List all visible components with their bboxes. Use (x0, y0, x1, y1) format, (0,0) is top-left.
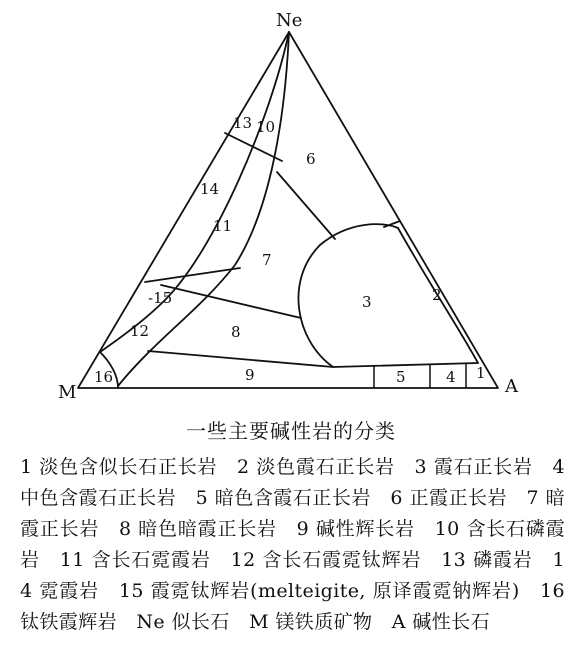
region-label-15: -15 (148, 289, 173, 307)
region-label-13: 13 (233, 114, 253, 132)
boundary-7-8 (161, 285, 301, 318)
region-label-11: 11 (213, 217, 233, 235)
region-label-2: 2 (432, 286, 442, 304)
vertex-m-label: M (58, 382, 77, 403)
boundary-8-9 (148, 351, 333, 367)
boundary-13-14 (225, 133, 282, 161)
vertex-ne-label: Ne (276, 10, 303, 31)
vertex-a-label: A (505, 376, 518, 397)
region-label-3: 3 (362, 293, 372, 311)
figure-caption: 一些主要碱性岩的分类 (186, 419, 396, 443)
region-label-8: 8 (231, 323, 241, 341)
boundary-6-7 (277, 172, 335, 239)
region-label-1: 1 (476, 364, 486, 382)
region-label-14: 14 (200, 180, 220, 198)
region-label-6: 6 (306, 150, 316, 168)
legend-text: 1 淡色含似长石正长岩 2 淡色霞石正长岩 3 霞石正长岩 4 中色含霞石正长岩 5 暗色含霞石正长岩 6 正霞正长岩 7 暗霞正长岩 8 暗色暗霞正长岩 9 碱性辉长岩 10 含长石磷霞岩 11 含长石霓霞岩 12 含长石霞霓钛辉岩 13 磷霞岩 14 霓霞岩 15 霞霓钛辉岩(melteigite, 原译霞霓钠辉岩) 16 钛铁霞辉岩 Ne 似长石 M 镁铁质矿物 A 碱性长石 (20, 456, 565, 633)
region-label-4: 4 (446, 368, 456, 386)
region-label-16: 16 (94, 368, 114, 386)
region-label-12: 12 (130, 322, 150, 340)
region3-circle (298, 224, 398, 367)
region-label-10: 10 (256, 118, 276, 136)
region-label-7: 7 (262, 251, 272, 269)
region-label-9: 9 (245, 366, 255, 384)
region-label-5: 5 (396, 368, 406, 386)
boundary-9-right (333, 363, 478, 367)
